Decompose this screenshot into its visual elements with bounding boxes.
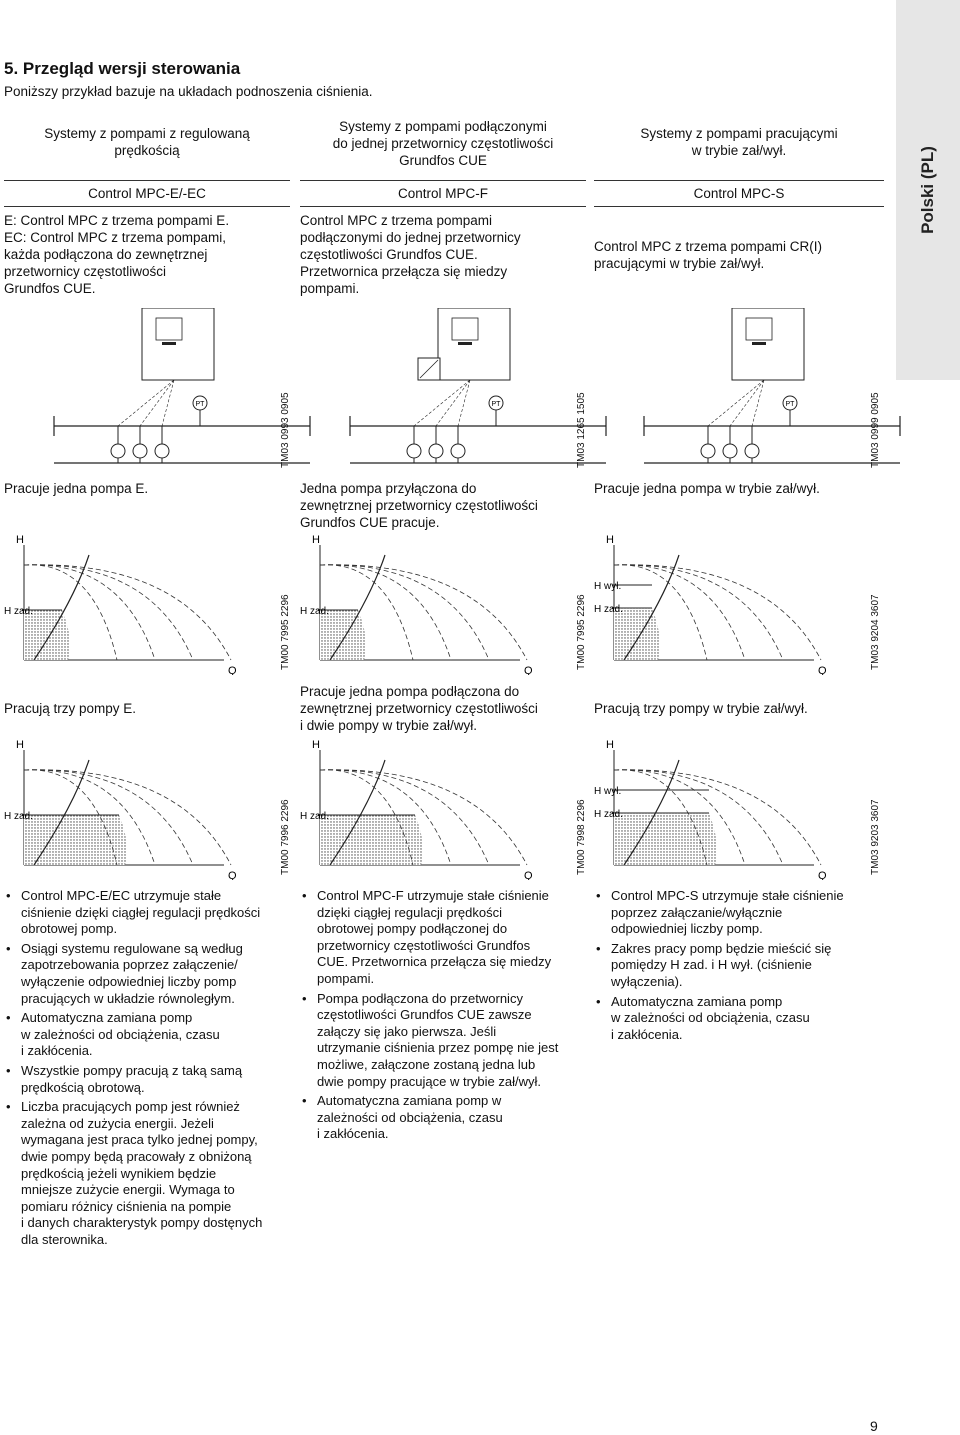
feature-line: pomiaru różnicy ciśnienia na pompie	[21, 1198, 232, 1214]
h-axis-label: H	[312, 740, 320, 751]
feature-line: ciśnienie dzięki ciągłej regulacji prędkości	[21, 904, 261, 920]
feature-item	[596, 888, 882, 938]
feature-line: wymagana jest praca tylko jednej pompy,	[21, 1132, 258, 1148]
variant-description-line: częstotliwości Grundfos CUE.	[300, 247, 478, 262]
header-divider	[300, 180, 586, 181]
feature-line: • Automatyczna zamiana pomp	[611, 993, 783, 1009]
feature-line: dwie pompy pracujące w trybie zał/wył.	[317, 1073, 541, 1089]
caption-one-pump	[4, 480, 280, 497]
feature-line: • Control MPC-E/EC utrzymuje stałe	[21, 888, 222, 903]
h-set-label: H zad.	[4, 811, 33, 822]
feature-line: prędkością jeżeli wynikiem będzie	[21, 1165, 217, 1181]
diagram-code: TM03 1265 1505	[576, 392, 587, 468]
column-header-line: Systemy z pompami z regulowaną	[44, 126, 250, 141]
graph-code: TM00 7998 2296	[576, 799, 587, 875]
pump-symbol	[133, 444, 147, 458]
h-axis-label: H	[16, 535, 24, 546]
signal-line	[730, 380, 764, 426]
variant-description	[594, 238, 884, 272]
column-header-line: do jednej przetwornicy częstotliwości	[332, 136, 554, 151]
feature-item	[6, 1099, 288, 1248]
feature-line: zależności od obciążenia, czasu	[317, 1109, 503, 1125]
caption-three-pumps-line: Pracują trzy pompy E.	[4, 701, 137, 716]
variant-description	[300, 212, 586, 297]
control-name: Control MPC-F	[397, 186, 488, 201]
performance-graph	[594, 535, 864, 675]
operating-area	[320, 610, 366, 660]
feature-line: i danych charakterystyk pompy dostęnych	[21, 1215, 263, 1231]
feature-list	[596, 888, 882, 1046]
feature-item	[6, 1063, 288, 1096]
variant-description-line: każda podłączona do zewnętrznej	[4, 247, 208, 262]
performance-graph	[4, 535, 274, 675]
pump-symbol	[407, 444, 421, 458]
control-display	[156, 318, 182, 340]
variant-description-line: Grundfos CUE.	[4, 281, 96, 296]
control-button	[752, 342, 766, 345]
column-header-line: w trybie zał/wył.	[691, 143, 787, 158]
feature-line: • Control MPC-F utrzymuje stałe ciśnienie	[317, 888, 549, 903]
pump-symbol	[451, 444, 465, 458]
feature-line: dzięki ciągłej regulacji prędkości	[317, 904, 502, 920]
variant-description	[4, 212, 290, 297]
control-display	[452, 318, 478, 340]
feature-line: mniejsze zużycie energii. Wymaga to	[21, 1182, 235, 1198]
q-axis-label: Q	[818, 665, 827, 675]
pt-label: PT	[195, 401, 205, 408]
signal-line	[140, 380, 174, 426]
feature-line: • Pompa podłączona do przetwornicy	[317, 990, 523, 1006]
feature-item	[6, 941, 288, 1007]
control-divider	[4, 206, 290, 207]
signal-line	[414, 380, 470, 426]
feature-item	[302, 1093, 584, 1143]
feature-line: i zakłócenia.	[317, 1126, 389, 1142]
feature-line: obrotowej pomp.	[21, 921, 118, 937]
column-header-line: Systemy z pompami pracującymi	[640, 126, 838, 141]
feature-line: pracujących w układzie równoległym.	[21, 990, 235, 1006]
caption-three-pumps-line: i dwie pompy w trybie zał/wył.	[300, 718, 478, 733]
feature-line: możliwe, załączone zostaną jedna lub	[317, 1056, 536, 1072]
column-header-line: Systemy z pompami podłączonymi	[339, 119, 547, 134]
feature-line: w zależności od obciążenia, czasu	[611, 1010, 810, 1026]
column-header	[300, 118, 586, 169]
h-set-label: H zad.	[4, 606, 33, 617]
h-off-label: H wył.	[594, 581, 622, 592]
h-off-label: H wył.	[594, 786, 622, 797]
pt-label: PT	[785, 401, 795, 408]
feature-line: poprzez załączanie/wyłącznie	[611, 904, 783, 920]
feature-item	[596, 941, 882, 991]
variant-description-line: podłączonymi do jednej przetwornicy	[300, 230, 521, 245]
variant-description-line: pompami.	[300, 281, 360, 296]
feature-line: przetwornicy częstotliwości Grundfos	[317, 937, 531, 953]
header-divider	[594, 180, 884, 181]
feature-line: częstotliwości Grundfos CUE zawsze	[317, 1007, 532, 1023]
header-divider	[4, 180, 290, 181]
column-header	[594, 125, 884, 159]
language-tab	[896, 0, 960, 380]
caption-one-pump	[594, 480, 874, 497]
pump-symbol	[155, 444, 169, 458]
control-button	[458, 342, 472, 345]
column-header-line: prędkością	[114, 143, 180, 158]
feature-line: w zależności od obciążenia, czasu	[21, 1026, 220, 1042]
caption-three-pumps	[300, 683, 576, 734]
system-diagram	[340, 308, 610, 473]
feature-line: wyłączenia).	[611, 973, 683, 989]
signal-line	[752, 380, 764, 426]
signal-line	[436, 380, 470, 426]
control-divider	[300, 206, 586, 207]
performance-graph	[594, 740, 864, 880]
pump-symbol	[429, 444, 443, 458]
feature-line: prędkością obrotową.	[21, 1079, 145, 1095]
feature-line: • Liczba pracujących pomp jest również	[21, 1099, 240, 1115]
h-set-label: H zad.	[594, 604, 623, 615]
feature-line: • Automatyczna zamiana pomp	[21, 1010, 193, 1026]
feature-list	[302, 888, 584, 1146]
signal-line	[118, 380, 174, 426]
h-axis-label: H	[312, 535, 320, 546]
column-header	[4, 125, 290, 159]
q-axis-label: Q	[524, 870, 533, 880]
feature-line: odpowiedniej liczby pomp.	[611, 921, 763, 937]
feature-line: • Zakres pracy pomp będzie mieścić się	[611, 940, 832, 956]
control-name: Control MPC-S	[693, 186, 785, 201]
diagram-code: TM03 0993 0905	[280, 392, 291, 468]
caption-three-pumps-line: zewnętrznej przetwornicy częstotliwości	[300, 701, 538, 716]
feature-line: pomiędzy H zad. i H wył. (ciśnienie	[611, 957, 812, 973]
q-axis-label: Q	[524, 665, 533, 675]
performance-graph	[4, 740, 274, 880]
graph-code: TM03 9203 3607	[870, 799, 881, 875]
control-button	[162, 342, 176, 345]
q-axis-label: Q	[818, 870, 827, 880]
control-name: Control MPC-E/-EC	[88, 186, 206, 201]
feature-list	[6, 888, 288, 1251]
variant-description-line: E: Control MPC z trzema pompami E.	[4, 213, 230, 228]
feature-line: pompami.	[317, 970, 375, 986]
pump-symbol	[701, 444, 715, 458]
feature-line: zapotrzebowania poprzez załączenie/	[21, 957, 238, 973]
feature-line: i zakłócenia.	[21, 1043, 93, 1059]
column-header-line: Grundfos CUE	[399, 153, 487, 168]
graph-code: TM00 7995 2296	[280, 594, 291, 670]
system-diagram	[634, 308, 904, 473]
h-axis-label: H	[606, 535, 614, 546]
control-divider	[594, 206, 884, 207]
feature-line: dwie pompy będą pracowały z obniżoną	[21, 1148, 252, 1164]
caption-three-pumps-line: Pracuje jedna pompa podłączona do	[300, 684, 520, 699]
pump-symbol	[723, 444, 737, 458]
signal-line	[458, 380, 470, 426]
variant-description-line: Control MPC z trzema pompami CR(I)	[594, 239, 823, 254]
variant-description-line: EC: Control MPC z trzema pompami,	[4, 230, 227, 245]
q-axis-label: Q	[228, 665, 237, 675]
feature-line: • Automatyczna zamiana pomp w	[317, 1093, 502, 1109]
feature-line: obrotowej pompy podłączonej do	[317, 921, 508, 937]
feature-line: i zakłócenia.	[611, 1026, 683, 1042]
pt-label: PT	[491, 401, 501, 408]
feature-item	[6, 1010, 288, 1060]
feature-item	[302, 888, 584, 988]
feature-line: CUE. Przetwornica przełącza się miedzy	[317, 954, 552, 970]
variant-description-line: Control MPC z trzema pompami	[300, 213, 493, 228]
variant-description-line: pracującymi w trybie zał/wył.	[594, 256, 765, 271]
signal-line	[162, 380, 174, 426]
feature-line: zależna od zużycia energii. Jeżeli	[21, 1115, 214, 1131]
signal-line	[708, 380, 764, 426]
feature-item	[302, 991, 584, 1091]
h-set-label: H zad.	[594, 809, 623, 820]
feature-line: dla sterownika.	[21, 1231, 108, 1247]
caption-three-pumps-line: Pracują trzy pompy w trybie zał/wył.	[594, 701, 808, 716]
performance-graph	[300, 535, 570, 675]
performance-graph	[300, 740, 570, 880]
h-set-label: H zad.	[300, 606, 329, 617]
diagram-code: TM03 0999 0905	[870, 392, 881, 468]
caption-one-pump-line: Jedna pompa przyłączona do	[300, 481, 477, 496]
language-tab-label: Polski (PL)	[918, 146, 937, 234]
feature-line: • Wszystkie pompy pracują z taką samą	[21, 1062, 243, 1078]
intro-text: Poniższy przykład bazuje na układach podnoszenia ciśnienia.	[4, 84, 373, 99]
graph-code: TM03 9204 3607	[870, 594, 881, 670]
feature-line: załączy się jako pierwsza. Jeśli	[317, 1023, 497, 1039]
q-axis-label: Q	[228, 870, 237, 880]
feature-line: utrzymanie ciśnienia przez pompę nie jest	[317, 1040, 559, 1056]
pump-symbol	[111, 444, 125, 458]
caption-one-pump	[300, 480, 576, 531]
system-diagram	[44, 308, 314, 473]
feature-item	[6, 888, 288, 938]
variant-description-line: przetwornicy częstotliwości	[4, 264, 167, 279]
feature-line: • Control MPC-S utrzymuje stałe ciśnienie	[611, 888, 844, 903]
feature-item	[596, 994, 882, 1044]
page-number: 9	[870, 1418, 878, 1434]
graph-code: TM00 7996 2296	[280, 799, 291, 875]
caption-one-pump-line: Pracuje jedna pompa E.	[4, 481, 149, 496]
h-axis-label: H	[606, 740, 614, 751]
caption-one-pump-line: Pracuje jedna pompa w trybie zał/wył.	[594, 481, 820, 496]
caption-one-pump-line: Grundfos CUE pracuje.	[300, 515, 440, 530]
h-axis-label: H	[16, 740, 24, 751]
caption-three-pumps	[4, 700, 280, 717]
caption-three-pumps	[594, 700, 874, 717]
pump-symbol	[745, 444, 759, 458]
variant-description-line: Przetwornica przełącza się miedzy	[300, 264, 508, 279]
control-display	[746, 318, 772, 340]
feature-line: • Osiągi systemu regulowane są według	[21, 940, 243, 956]
h-set-label: H zad.	[300, 811, 329, 822]
graph-code: TM00 7995 2296	[576, 594, 587, 670]
operating-area	[614, 608, 660, 660]
caption-one-pump-line: zewnętrznej przetwornicy częstotliwości	[300, 498, 538, 513]
section-title: 5. Przegląd wersji sterowania	[4, 59, 241, 78]
feature-line: wyłączenie odpowiedniej liczby pomp	[21, 973, 237, 989]
operating-area	[24, 610, 70, 660]
